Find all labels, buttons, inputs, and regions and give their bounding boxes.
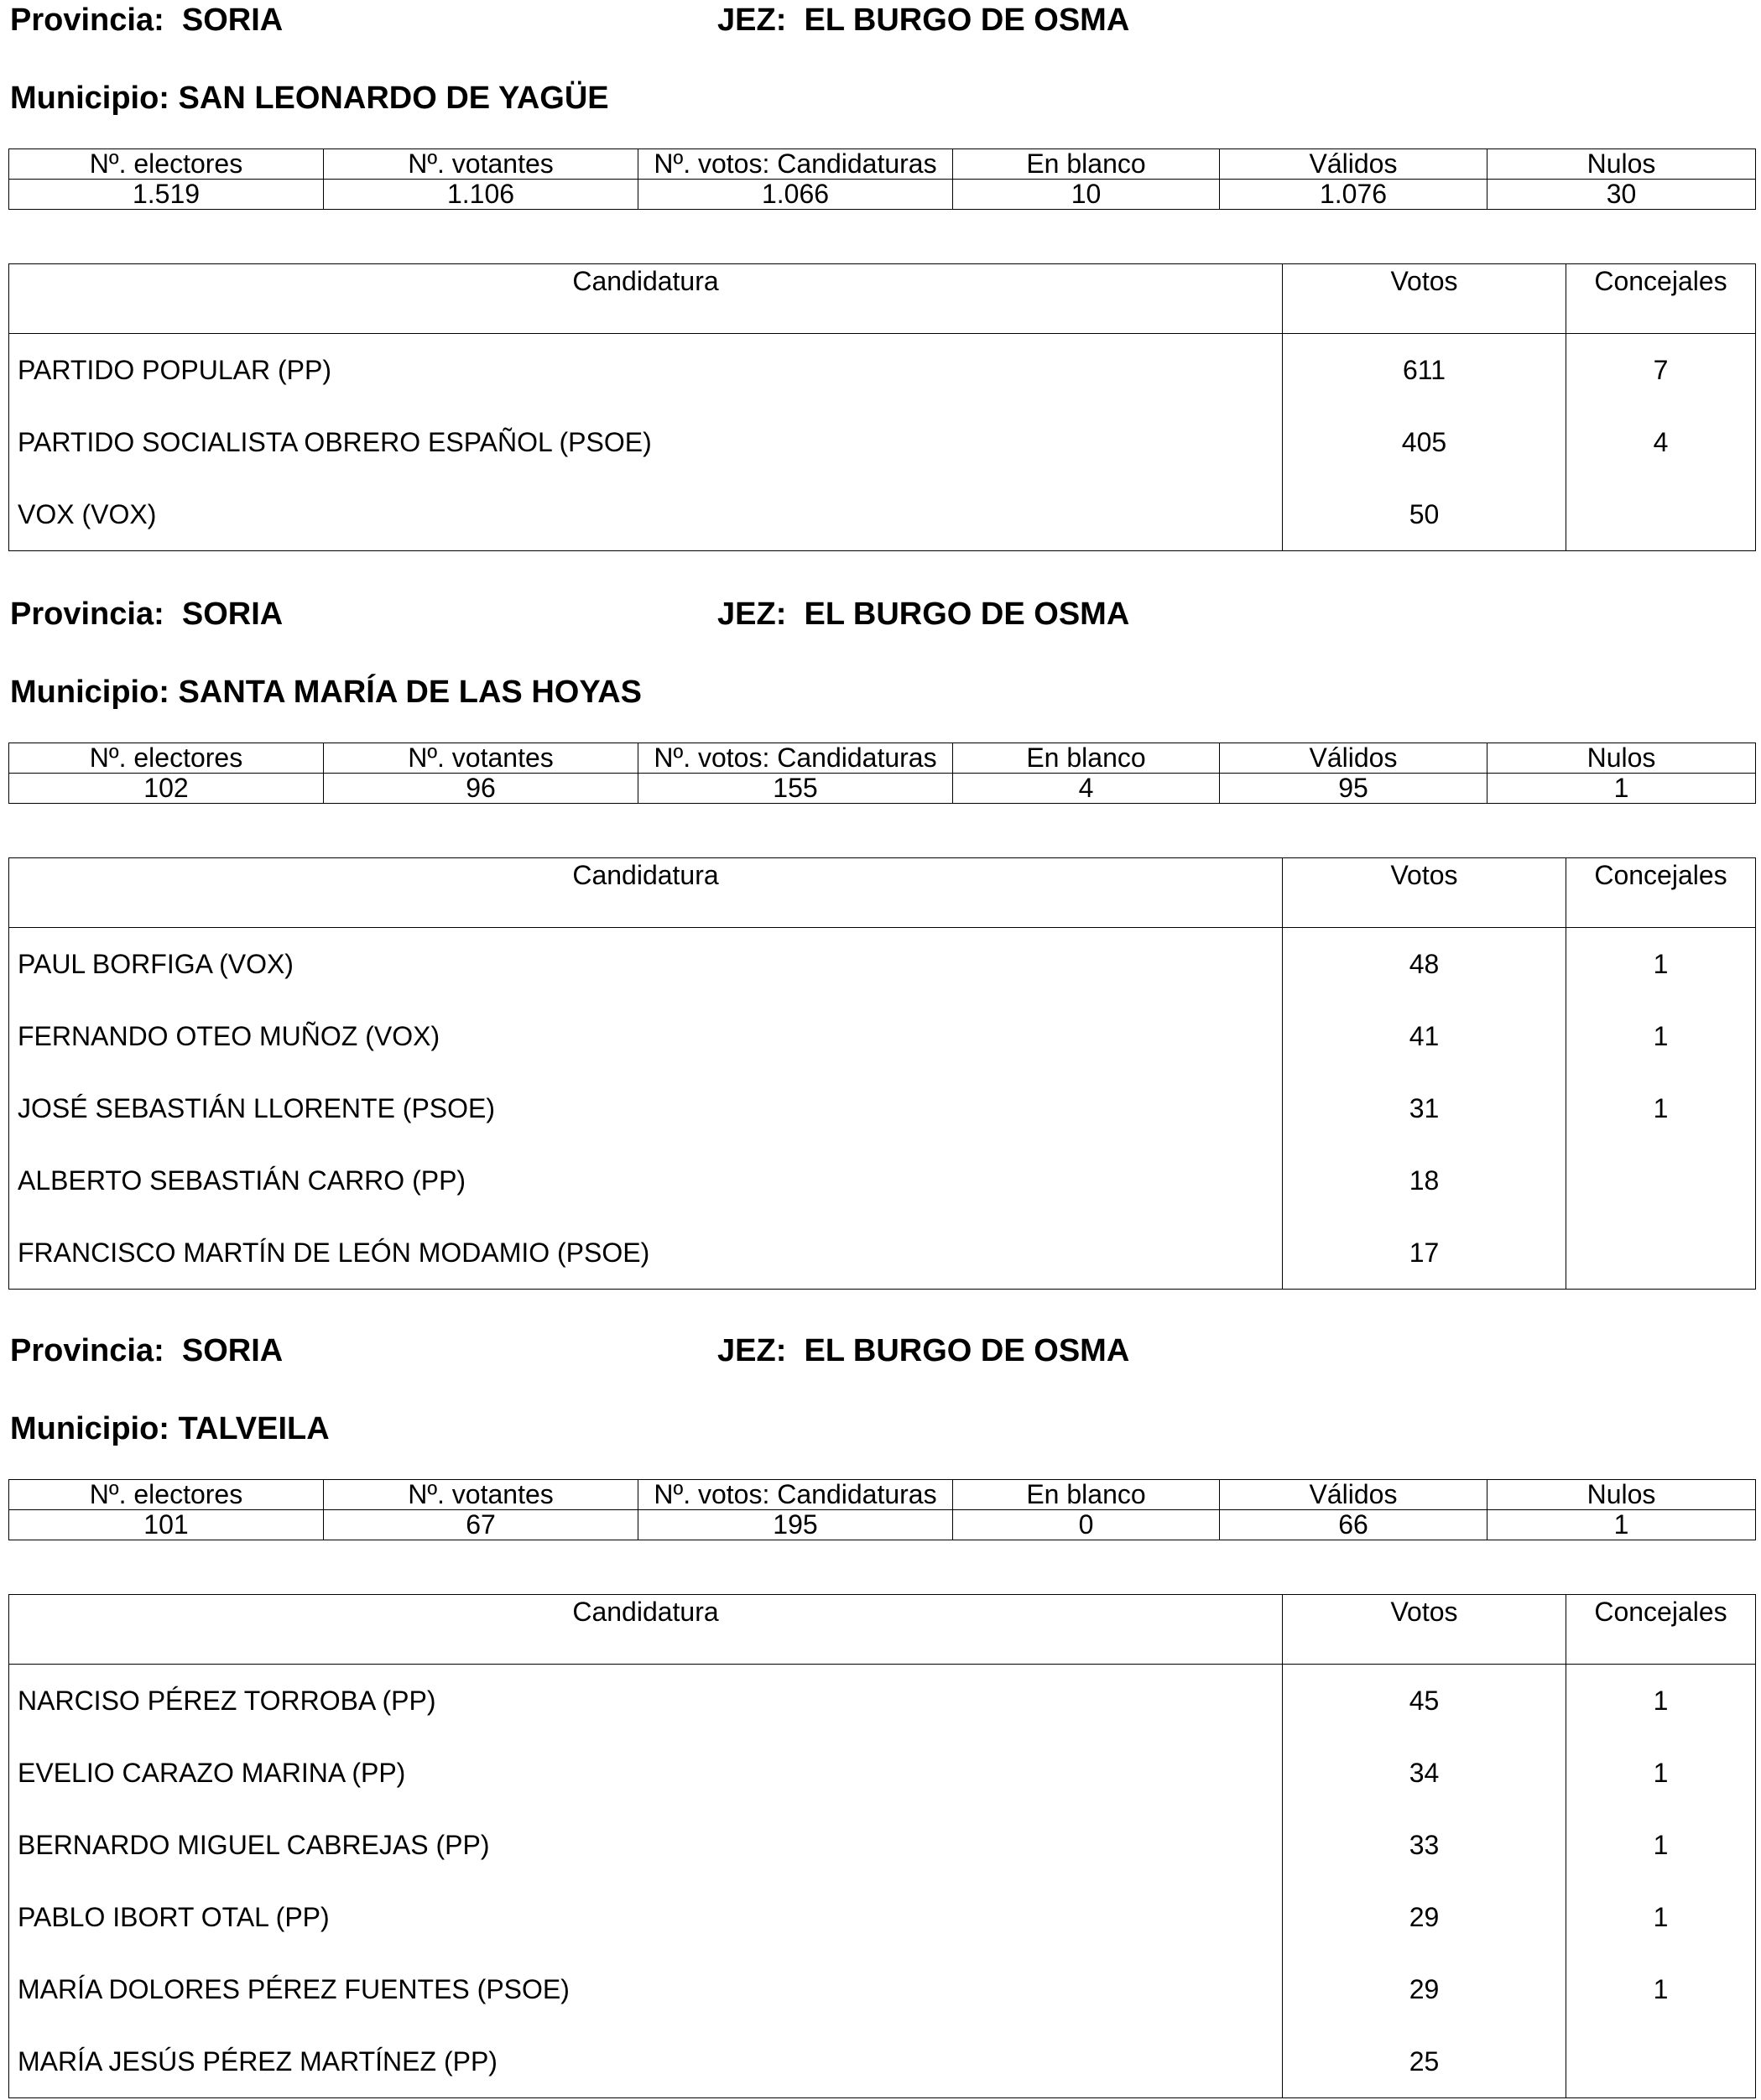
table-row bbox=[9, 1737, 1756, 1809]
header-nulos: Nulos bbox=[1487, 743, 1756, 774]
table-row bbox=[9, 406, 1756, 478]
candidate-name: FRANCISCO MARTÍN DE LEÓN MODAMIO (PSOE) bbox=[9, 1217, 1283, 1290]
municipality-section bbox=[0, 596, 1761, 1268]
summary-values-row bbox=[9, 1510, 1756, 1540]
candidate-votos: 31 bbox=[1283, 1072, 1566, 1144]
value-votantes: 67 bbox=[324, 1510, 638, 1540]
header-votos-candidaturas: Nº. votos: Candidaturas bbox=[638, 1480, 953, 1510]
municipio-label: Municipio: bbox=[10, 1411, 169, 1446]
summary-table bbox=[8, 149, 1756, 210]
provincia-heading bbox=[10, 596, 283, 633]
value-nulos: 30 bbox=[1487, 180, 1756, 210]
header-votos: Votos bbox=[1283, 858, 1566, 928]
candidate-concejales: 1 bbox=[1566, 1072, 1756, 1144]
provincia-value: SORIA bbox=[181, 1333, 284, 1368]
candidate-name: JOSÉ SEBASTIÁN LLORENTE (PSOE) bbox=[9, 1072, 1283, 1144]
header-validos: Válidos bbox=[1220, 1480, 1487, 1510]
provincia-heading bbox=[10, 2, 283, 39]
candidate-name: ALBERTO SEBASTIÁN CARRO (PP) bbox=[9, 1144, 1283, 1217]
value-nulos: 1 bbox=[1487, 774, 1756, 804]
candidate-concejales bbox=[1566, 1144, 1756, 1217]
header-candidatura: Candidatura bbox=[9, 264, 1283, 334]
candidates-header-row bbox=[9, 1595, 1756, 1665]
candidates-header-row bbox=[9, 858, 1756, 928]
table-row bbox=[9, 1665, 1756, 1738]
header-en-blanco: En blanco bbox=[953, 1480, 1220, 1510]
value-votos-candidaturas: 1.066 bbox=[638, 180, 953, 210]
jez-value: EL BURGO DE OSMA bbox=[804, 1333, 1130, 1368]
header-concejales: Concejales bbox=[1566, 1595, 1756, 1665]
header-concejales: Concejales bbox=[1566, 264, 1756, 334]
provincia-label: Provincia: bbox=[10, 597, 164, 632]
candidate-votos: 33 bbox=[1283, 1809, 1566, 1881]
table-row bbox=[9, 334, 1756, 407]
candidate-name: NARCISO PÉREZ TORROBA (PP) bbox=[9, 1665, 1283, 1738]
municipio-heading bbox=[10, 674, 642, 711]
header-candidatura: Candidatura bbox=[9, 858, 1283, 928]
value-en-blanco: 4 bbox=[953, 774, 1220, 804]
value-votos-candidaturas: 195 bbox=[638, 1510, 953, 1540]
header-validos: Válidos bbox=[1220, 149, 1487, 180]
jez-heading bbox=[717, 1332, 1129, 1369]
jez-value: EL BURGO DE OSMA bbox=[804, 3, 1130, 38]
summary-table bbox=[8, 743, 1756, 804]
candidate-concejales: 1 bbox=[1566, 1737, 1756, 1809]
candidate-concejales: 1 bbox=[1566, 928, 1756, 1001]
value-en-blanco: 0 bbox=[953, 1510, 1220, 1540]
candidate-votos: 25 bbox=[1283, 2025, 1566, 2098]
header-concejales: Concejales bbox=[1566, 858, 1756, 928]
candidate-name: PAUL BORFIGA (VOX) bbox=[9, 928, 1283, 1001]
provincia-label: Provincia: bbox=[10, 3, 164, 38]
municipio-label: Municipio: bbox=[10, 81, 169, 116]
candidate-concejales bbox=[1566, 1217, 1756, 1290]
header-en-blanco: En blanco bbox=[953, 149, 1220, 180]
value-votos-candidaturas: 155 bbox=[638, 774, 953, 804]
candidate-votos: 405 bbox=[1283, 406, 1566, 478]
provincia-value: SORIA bbox=[181, 3, 284, 38]
municipio-value: SANTA MARÍA DE LAS HOYAS bbox=[178, 675, 642, 710]
header-electores: Nº. electores bbox=[9, 149, 324, 180]
table-row bbox=[9, 478, 1756, 551]
header-nulos: Nulos bbox=[1487, 1480, 1756, 1510]
provincia-label: Provincia: bbox=[10, 1333, 164, 1368]
jez-label: JEZ: bbox=[717, 597, 787, 632]
table-row bbox=[9, 1809, 1756, 1881]
provincia-value: SORIA bbox=[181, 597, 284, 632]
value-validos: 1.076 bbox=[1220, 180, 1487, 210]
candidate-votos: 29 bbox=[1283, 1953, 1566, 2025]
header-votos: Votos bbox=[1283, 264, 1566, 334]
candidate-name: PARTIDO SOCIALISTA OBRERO ESPAÑOL (PSOE) bbox=[9, 406, 1283, 478]
value-electores: 1.519 bbox=[9, 180, 324, 210]
candidate-concejales: 1 bbox=[1566, 1000, 1756, 1072]
header-votos-candidaturas: Nº. votos: Candidaturas bbox=[638, 743, 953, 774]
header-votantes: Nº. votantes bbox=[324, 743, 638, 774]
header-en-blanco: En blanco bbox=[953, 743, 1220, 774]
value-nulos: 1 bbox=[1487, 1510, 1756, 1540]
candidate-votos: 48 bbox=[1283, 928, 1566, 1001]
header-electores: Nº. electores bbox=[9, 743, 324, 774]
header-votos: Votos bbox=[1283, 1595, 1566, 1665]
value-validos: 66 bbox=[1220, 1510, 1487, 1540]
candidate-name: BERNARDO MIGUEL CABREJAS (PP) bbox=[9, 1809, 1283, 1881]
header-candidatura: Candidatura bbox=[9, 1595, 1283, 1665]
candidate-name: PARTIDO POPULAR (PP) bbox=[9, 334, 1283, 407]
table-row bbox=[9, 928, 1756, 1001]
candidate-name: VOX (VOX) bbox=[9, 478, 1283, 551]
municipality-section bbox=[0, 1332, 1761, 2077]
summary-values-row bbox=[9, 774, 1756, 804]
header-votantes: Nº. votantes bbox=[324, 1480, 638, 1510]
header-electores: Nº. electores bbox=[9, 1480, 324, 1510]
candidate-concejales: 7 bbox=[1566, 334, 1756, 407]
value-votantes: 96 bbox=[324, 774, 638, 804]
header-votantes: Nº. votantes bbox=[324, 149, 638, 180]
candidates-table bbox=[8, 857, 1756, 1290]
table-row bbox=[9, 1953, 1756, 2025]
candidate-concejales bbox=[1566, 2025, 1756, 2098]
value-validos: 95 bbox=[1220, 774, 1487, 804]
table-row bbox=[9, 1881, 1756, 1953]
table-row bbox=[9, 1000, 1756, 1072]
summary-values-row bbox=[9, 180, 1756, 210]
municipio-label: Municipio: bbox=[10, 675, 169, 710]
jez-label: JEZ: bbox=[717, 3, 787, 38]
jez-heading bbox=[717, 2, 1129, 39]
candidate-votos: 611 bbox=[1283, 334, 1566, 407]
table-row bbox=[9, 1144, 1756, 1217]
candidates-header-row bbox=[9, 264, 1756, 334]
table-row bbox=[9, 1072, 1756, 1144]
candidate-votos: 45 bbox=[1283, 1665, 1566, 1738]
municipio-value: SAN LEONARDO DE YAGÜE bbox=[178, 81, 609, 116]
jez-label: JEZ: bbox=[717, 1333, 787, 1368]
candidate-votos: 50 bbox=[1283, 478, 1566, 551]
header-validos: Válidos bbox=[1220, 743, 1487, 774]
table-row bbox=[9, 1217, 1756, 1290]
candidate-name: MARÍA JESÚS PÉREZ MARTÍNEZ (PP) bbox=[9, 2025, 1283, 2098]
candidate-votos: 41 bbox=[1283, 1000, 1566, 1072]
summary-table bbox=[8, 1479, 1756, 1540]
value-votantes: 1.106 bbox=[324, 180, 638, 210]
value-electores: 102 bbox=[9, 774, 324, 804]
candidate-name: MARÍA DOLORES PÉREZ FUENTES (PSOE) bbox=[9, 1953, 1283, 2025]
candidates-table bbox=[8, 263, 1756, 551]
candidate-votos: 29 bbox=[1283, 1881, 1566, 1953]
candidate-concejales: 1 bbox=[1566, 1665, 1756, 1738]
candidate-concejales: 1 bbox=[1566, 1953, 1756, 2025]
jez-heading bbox=[717, 596, 1129, 633]
candidate-votos: 17 bbox=[1283, 1217, 1566, 1290]
candidate-name: EVELIO CARAZO MARINA (PP) bbox=[9, 1737, 1283, 1809]
candidate-votos: 18 bbox=[1283, 1144, 1566, 1217]
summary-header-row bbox=[9, 1480, 1756, 1510]
candidate-concejales: 1 bbox=[1566, 1809, 1756, 1881]
candidate-name: FERNANDO OTEO MUÑOZ (VOX) bbox=[9, 1000, 1283, 1072]
summary-header-row bbox=[9, 149, 1756, 180]
value-en-blanco: 10 bbox=[953, 180, 1220, 210]
candidate-concejales: 1 bbox=[1566, 1881, 1756, 1953]
municipio-heading bbox=[10, 1410, 330, 1447]
value-electores: 101 bbox=[9, 1510, 324, 1540]
table-row bbox=[9, 2025, 1756, 2098]
candidate-concejales: 4 bbox=[1566, 406, 1756, 478]
municipality-section bbox=[0, 2, 1761, 589]
municipio-heading bbox=[10, 80, 609, 117]
candidate-votos: 34 bbox=[1283, 1737, 1566, 1809]
summary-header-row bbox=[9, 743, 1756, 774]
provincia-heading bbox=[10, 1332, 283, 1369]
header-nulos: Nulos bbox=[1487, 149, 1756, 180]
candidate-concejales bbox=[1566, 478, 1756, 551]
candidate-name: PABLO IBORT OTAL (PP) bbox=[9, 1881, 1283, 1953]
municipio-value: TALVEILA bbox=[178, 1411, 330, 1446]
header-votos-candidaturas: Nº. votos: Candidaturas bbox=[638, 149, 953, 180]
candidates-table bbox=[8, 1594, 1756, 2098]
jez-value: EL BURGO DE OSMA bbox=[804, 597, 1130, 632]
